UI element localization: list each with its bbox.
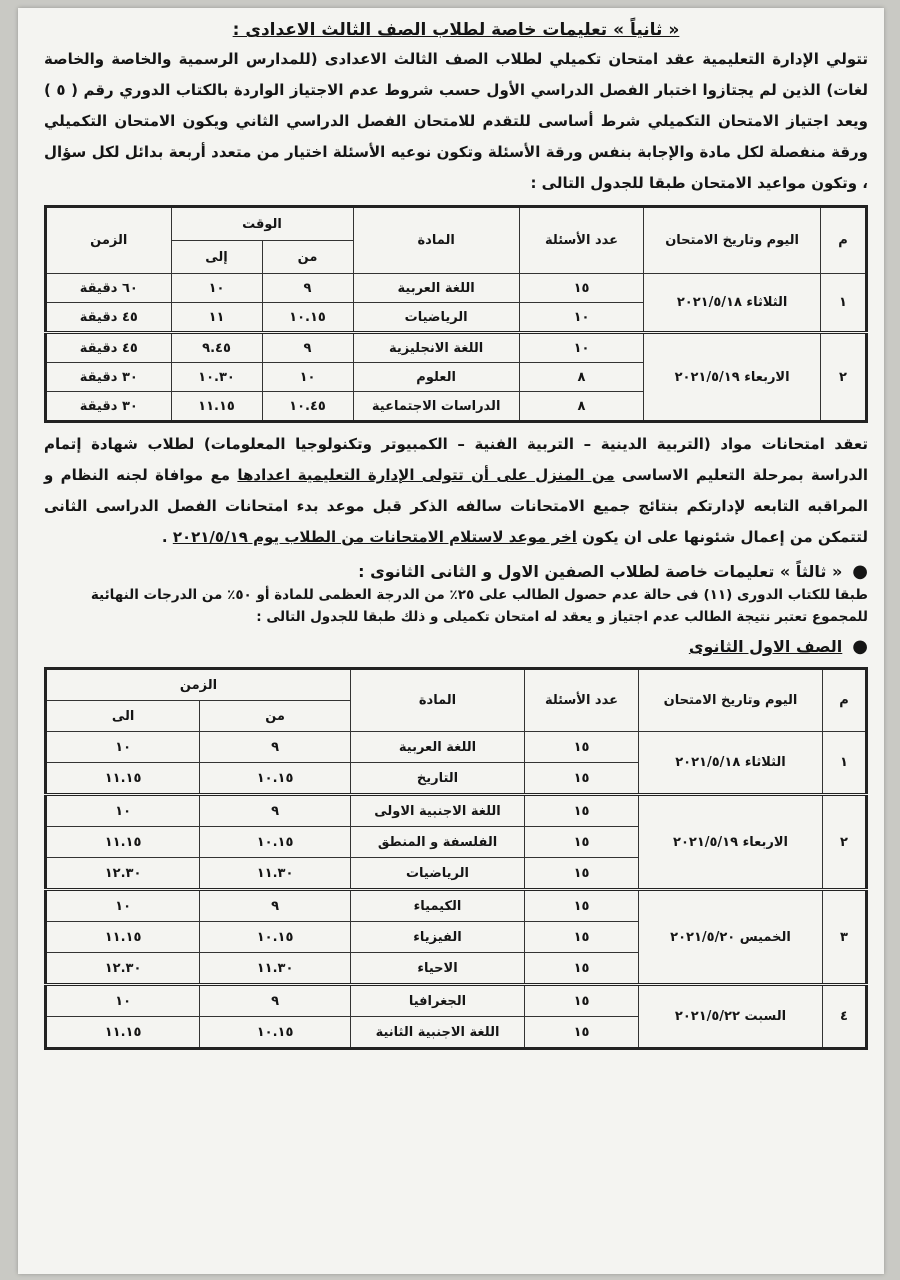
col-header-m: م bbox=[823, 669, 867, 732]
cell-subject: العلوم bbox=[353, 363, 519, 392]
cell-day-date: الاربعاء ٢٠٢١/٥/١٩ bbox=[644, 333, 821, 422]
cell-day-date: الثلاثاء ٢٠٢١/٥/١٨ bbox=[644, 274, 821, 333]
cell-num-questions: ١٠ bbox=[519, 333, 643, 363]
grade-1-secondary-heading bbox=[44, 636, 868, 657]
grade-1-secondary-heading-text: الصف الاول الثانوى bbox=[688, 637, 843, 656]
note-underlined-1: من المنزل على أن تتولى الإدارة التعليمية اعدادها bbox=[237, 466, 615, 484]
col-header-subject: المادة bbox=[353, 207, 519, 274]
cell-num-questions: ٨ bbox=[519, 363, 643, 392]
col-header-num-questions: عدد الأسئلة bbox=[525, 669, 639, 732]
col-header-num-questions: عدد الأسئلة bbox=[519, 207, 643, 274]
cell-num-questions: ١٠ bbox=[519, 303, 643, 333]
cell-num-questions: ١٥ bbox=[525, 732, 639, 763]
cell-from: ٩ bbox=[200, 985, 351, 1017]
cell-from: ١١.٣٠ bbox=[200, 858, 351, 890]
cell-num-questions: ١٥ bbox=[525, 1017, 639, 1049]
note-text-2: مع موافاة لجنه النظام و المراقبه التابعه لإدارتكم بنتائج جميع الامتحانات سالفه الذكر قبل موعد بدء امتحانات الفصل الدراسى الثانى لتتمكن من إعمال شئونها على ان يكون bbox=[44, 466, 868, 546]
cell-day-date: السبت ٢٠٢١/٥/٢٢ bbox=[639, 985, 823, 1049]
cell-subject: اللغة العربية bbox=[353, 274, 519, 303]
cell-to: ١١.١٥ bbox=[46, 827, 200, 858]
section-2-paragraph: تتولي الإدارة التعليمية عقد امتحان تكميلي لطلاب الصف الثالث الاعدادى (للمدارس الرسمية والخاصة والخاصة لغات) الذين لم يجتازوا اختبار الفصل الدراسي الأول حسب شروط عدم الاجتياز الواردة بالكتاب الدوري رقم ( ٥ ) ويعد اجتياز الامتحان التكميلي شرط أساسى للتقدم للامتحان الفصل الدراسي الثاني ويكون الامتحان التكميلي ورقة منفصلة لكل مادة والإجابة بنفس ورقة الأسئلة وتكون نوعيه الأسئلة اختيار من متعدد أربعة بدائل لكل سؤال ، وتكون مواعيد الامتحان طبقا للجدول التالى : bbox=[44, 50, 869, 192]
cell-number: ١ bbox=[820, 274, 866, 333]
cell-num-questions: ١٥ bbox=[519, 274, 643, 303]
section-2-title-text: « ثانياً » تعليمات خاصة لطلاب الصف الثالث الاعدادى : bbox=[232, 20, 680, 40]
cell-number: ٣ bbox=[823, 890, 867, 985]
cell-subject: الرياضيات bbox=[353, 303, 519, 333]
cell-from: ١٠.١٥ bbox=[200, 1017, 351, 1049]
note-text-3: . bbox=[161, 528, 173, 546]
section-2-note bbox=[44, 429, 868, 553]
cell-from: ١٠.١٥ bbox=[262, 303, 353, 333]
col-header-from: من bbox=[262, 241, 353, 274]
cell-from: ١٠.٤٥ bbox=[262, 392, 353, 422]
cell-from: ١٠.١٥ bbox=[200, 922, 351, 953]
cell-num-questions: ٨ bbox=[519, 392, 643, 422]
cell-from: ٩ bbox=[200, 732, 351, 763]
col-header-to: الى bbox=[46, 701, 200, 732]
cell-number: ٢ bbox=[820, 333, 866, 422]
document-page bbox=[18, 8, 884, 1274]
cell-to: ٩.٤٥ bbox=[171, 333, 262, 363]
document-content bbox=[44, 8, 868, 1050]
cell-num-questions: ١٥ bbox=[525, 795, 639, 827]
cell-subject: التاريخ bbox=[351, 763, 525, 795]
table-row bbox=[46, 985, 867, 1017]
cell-to: ١١.١٥ bbox=[46, 763, 200, 795]
cell-to: ١٢.٣٠ bbox=[46, 858, 200, 890]
cell-num-questions: ١٥ bbox=[525, 890, 639, 922]
cell-to: ١١.١٥ bbox=[171, 392, 262, 422]
cell-duration: ٣٠ دقيقة bbox=[46, 363, 172, 392]
secondary1-exam-table bbox=[44, 667, 868, 1050]
cell-subject: الدراسات الاجتماعية bbox=[353, 392, 519, 422]
cell-subject: الفلسفة و المنطق bbox=[351, 827, 525, 858]
cell-from: ٩ bbox=[200, 890, 351, 922]
secondary1-table-body bbox=[46, 732, 867, 1049]
table-row bbox=[46, 333, 867, 363]
cell-subject: الجغرافيا bbox=[351, 985, 525, 1017]
cell-subject: الكيمياء bbox=[351, 890, 525, 922]
prep3-table-body bbox=[46, 274, 867, 422]
table-row bbox=[46, 890, 867, 922]
cell-from: ١١.٣٠ bbox=[200, 953, 351, 985]
col-header-m: م bbox=[820, 207, 866, 274]
cell-day-date: الاربعاء ٢٠٢١/٥/١٩ bbox=[639, 795, 823, 890]
cell-num-questions: ١٥ bbox=[525, 858, 639, 890]
table-row bbox=[46, 274, 867, 303]
cell-to: ١٢.٣٠ bbox=[46, 953, 200, 985]
col-header-time: الوقت bbox=[171, 207, 353, 241]
col-header-day-date: اليوم وتاريخ الامتحان bbox=[639, 669, 823, 732]
cell-duration: ٦٠ دقيقة bbox=[46, 274, 172, 303]
cell-duration: ٣٠ دقيقة bbox=[46, 392, 172, 422]
cell-number: ٢ bbox=[823, 795, 867, 890]
cell-num-questions: ١٥ bbox=[525, 953, 639, 985]
section-3-title bbox=[44, 561, 868, 582]
cell-to: ١٠ bbox=[46, 985, 200, 1017]
cell-to: ١١.١٥ bbox=[46, 1017, 200, 1049]
cell-subject: الرياضيات bbox=[351, 858, 525, 890]
cell-day-date: الخميس ٢٠٢١/٥/٢٠ bbox=[639, 890, 823, 985]
bullet-icon: ● bbox=[852, 561, 868, 582]
cell-from: ٩ bbox=[262, 333, 353, 363]
cell-number: ١ bbox=[823, 732, 867, 795]
cell-num-questions: ١٥ bbox=[525, 922, 639, 953]
cell-to: ١٠ bbox=[46, 795, 200, 827]
note-underlined-2: اخر موعد لاستلام الامتحانات من الطلاب يوم ٢٠٢١/٥/١٩ bbox=[172, 528, 577, 546]
cell-subject: الفيزياء bbox=[351, 922, 525, 953]
cell-num-questions: ١٥ bbox=[525, 827, 639, 858]
cell-to: ١٠ bbox=[46, 732, 200, 763]
section-3-paragraph: طبقا للكتاب الدورى (١١) فى حالة عدم حصول الطالب على ٢٥٪ من الدرجة العظمى للمادة أو ٥٠٪ من الدرجات النهائية للمجموع تعتبر نتيجة الطالب عدم اجتياز و يعقد له امتحان تكميلى و ذلك طبقا للجدول التالى : bbox=[90, 587, 868, 625]
cell-subject: اللغة الانجليزية bbox=[353, 333, 519, 363]
section-3-title-text: « ثالثاً » تعليمات خاصة لطلاب الصفين الاول و الثانى الثانوى : bbox=[358, 562, 843, 581]
col-header-subject: المادة bbox=[351, 669, 525, 732]
cell-from: ١٠.١٥ bbox=[200, 763, 351, 795]
cell-duration: ٤٥ دقيقة bbox=[46, 303, 172, 333]
col-header-to: إلى bbox=[171, 241, 262, 274]
cell-to: ١٠ bbox=[46, 890, 200, 922]
cell-to: ١١.١٥ bbox=[46, 922, 200, 953]
cell-from: ١٠ bbox=[262, 363, 353, 392]
bullet-icon: ● bbox=[852, 636, 868, 657]
cell-number: ٤ bbox=[823, 985, 867, 1049]
col-header-duration: الزمن bbox=[46, 207, 172, 274]
col-header-from: من bbox=[200, 701, 351, 732]
cell-to: ١٠ bbox=[171, 274, 262, 303]
section-2-title bbox=[44, 20, 868, 40]
cell-subject: الاحياء bbox=[351, 953, 525, 985]
table-row bbox=[46, 732, 867, 763]
cell-from: ٩ bbox=[262, 274, 353, 303]
cell-subject: اللغة العربية bbox=[351, 732, 525, 763]
col-header-day-date: اليوم وتاريخ الامتحان bbox=[644, 207, 821, 274]
prep3-exam-table bbox=[44, 205, 868, 423]
note-text-1: تعقد امتحانات مواد (التربية الدينية – التربية الفنية – الكمبيوتر وتكنولوجيا المعلومات) لطلاب شهادة إتمام الدراسة بمرحلة التعليم الاساسى bbox=[44, 435, 868, 484]
cell-day-date: الثلاثاء ٢٠٢١/٥/١٨ bbox=[639, 732, 823, 795]
cell-from: ١٠.١٥ bbox=[200, 827, 351, 858]
cell-num-questions: ١٥ bbox=[525, 985, 639, 1017]
table-row bbox=[46, 795, 867, 827]
col-header-time: الزمن bbox=[46, 669, 351, 701]
cell-subject: اللغة الاجنبية الاولى bbox=[351, 795, 525, 827]
cell-duration: ٤٥ دقيقة bbox=[46, 333, 172, 363]
cell-num-questions: ١٥ bbox=[525, 763, 639, 795]
cell-subject: اللغة الاجنبية الثانية bbox=[351, 1017, 525, 1049]
cell-to: ١١ bbox=[171, 303, 262, 333]
cell-to: ١٠.٣٠ bbox=[171, 363, 262, 392]
cell-from: ٩ bbox=[200, 795, 351, 827]
